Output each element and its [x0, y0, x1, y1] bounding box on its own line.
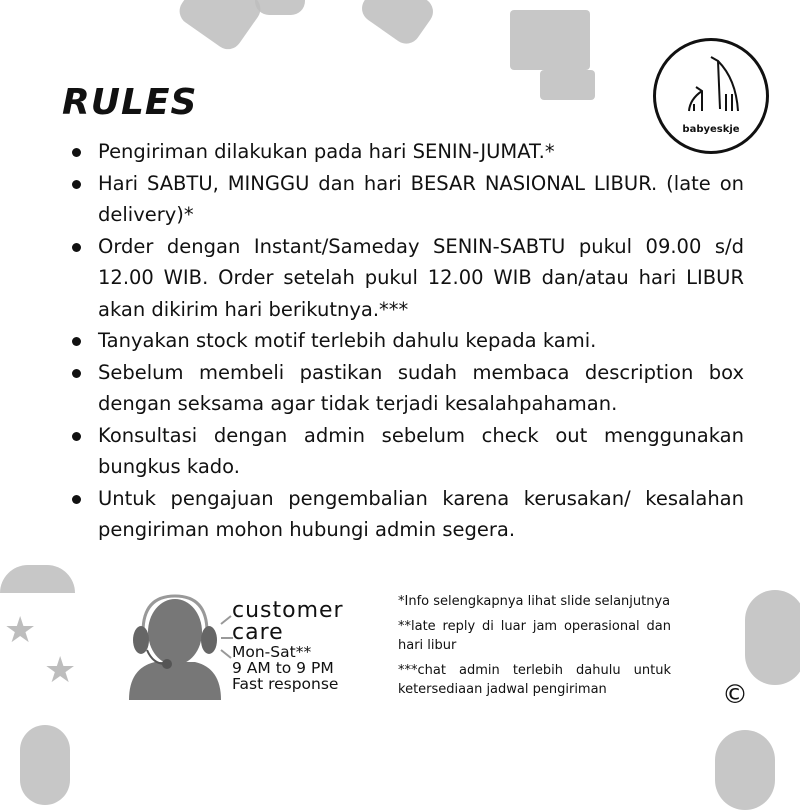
footnote: ***chat admin terlebih dahulu untuk ketersediaan jadwal pengiriman — [398, 663, 671, 697]
logo-text: babyeskje — [682, 124, 740, 135]
customer-care-label: customer — [232, 598, 344, 623]
rule-item: Tanyakan stock motif terlebih dahulu kepada kami. — [68, 325, 744, 357]
giraffe-icon — [656, 49, 766, 129]
pacifier-decoration — [20, 725, 70, 805]
blocks-decoration — [540, 70, 595, 100]
footnote: *Info selengkapnya lihat slide selanjutnya — [398, 594, 671, 609]
rule-item: Sebelum membeli pastikan sudah membaca description box dengan seksama agar tidak terjadi kesalahpahaman. — [68, 357, 744, 420]
bottle-decoration — [357, 0, 439, 49]
footnotes — [398, 592, 671, 705]
page-title: RULES — [62, 82, 198, 123]
mobile-decoration — [0, 565, 75, 593]
rule-item: Order dengan Instant/Sameday SENIN-SABTU pukul 09.00 s/d 12.00 WIB. Order setelah pukul 12.00 WIB dan/atau hari LIBUR akan dikirim hari berikutnya.*** — [68, 231, 744, 326]
customer-care-info — [232, 600, 344, 692]
customer-care-label: care — [232, 620, 284, 645]
rule-item: Pengiriman dilakukan pada hari SENIN-JUMAT.* — [68, 136, 744, 168]
star-icon: ★ — [4, 610, 37, 651]
customer-care-note: Fast response — [232, 675, 339, 693]
footprint-decoration — [745, 590, 800, 685]
rule-item: Hari SABTU, MINGGU dan hari BESAR NASIONAL LIBUR. (late on delivery)* — [68, 168, 744, 231]
customer-care-hours: 9 AM to 9 PM — [232, 659, 334, 677]
rules-list — [68, 136, 744, 546]
bottle-decoration — [174, 0, 266, 55]
customer-care-days: Mon-Sat** — [232, 643, 312, 661]
copyright-icon: © — [722, 680, 748, 710]
rule-item: Konsultasi dengan admin sebelum check out menggunakan bungkus kado. — [68, 420, 744, 483]
blocks-decoration — [510, 10, 590, 70]
rule-item: Untuk pengajuan pengembalian karena kerusakan/ kesalahan pengiriman mohon hubungi admin segera. — [68, 483, 744, 546]
footnote: **late reply di luar jam operasional dan hari libur — [398, 619, 671, 653]
bottle-decoration — [255, 0, 305, 15]
customer-care-headset-icon — [125, 590, 235, 702]
star-icon: ★ — [44, 650, 77, 691]
footprint-decoration — [715, 730, 775, 810]
